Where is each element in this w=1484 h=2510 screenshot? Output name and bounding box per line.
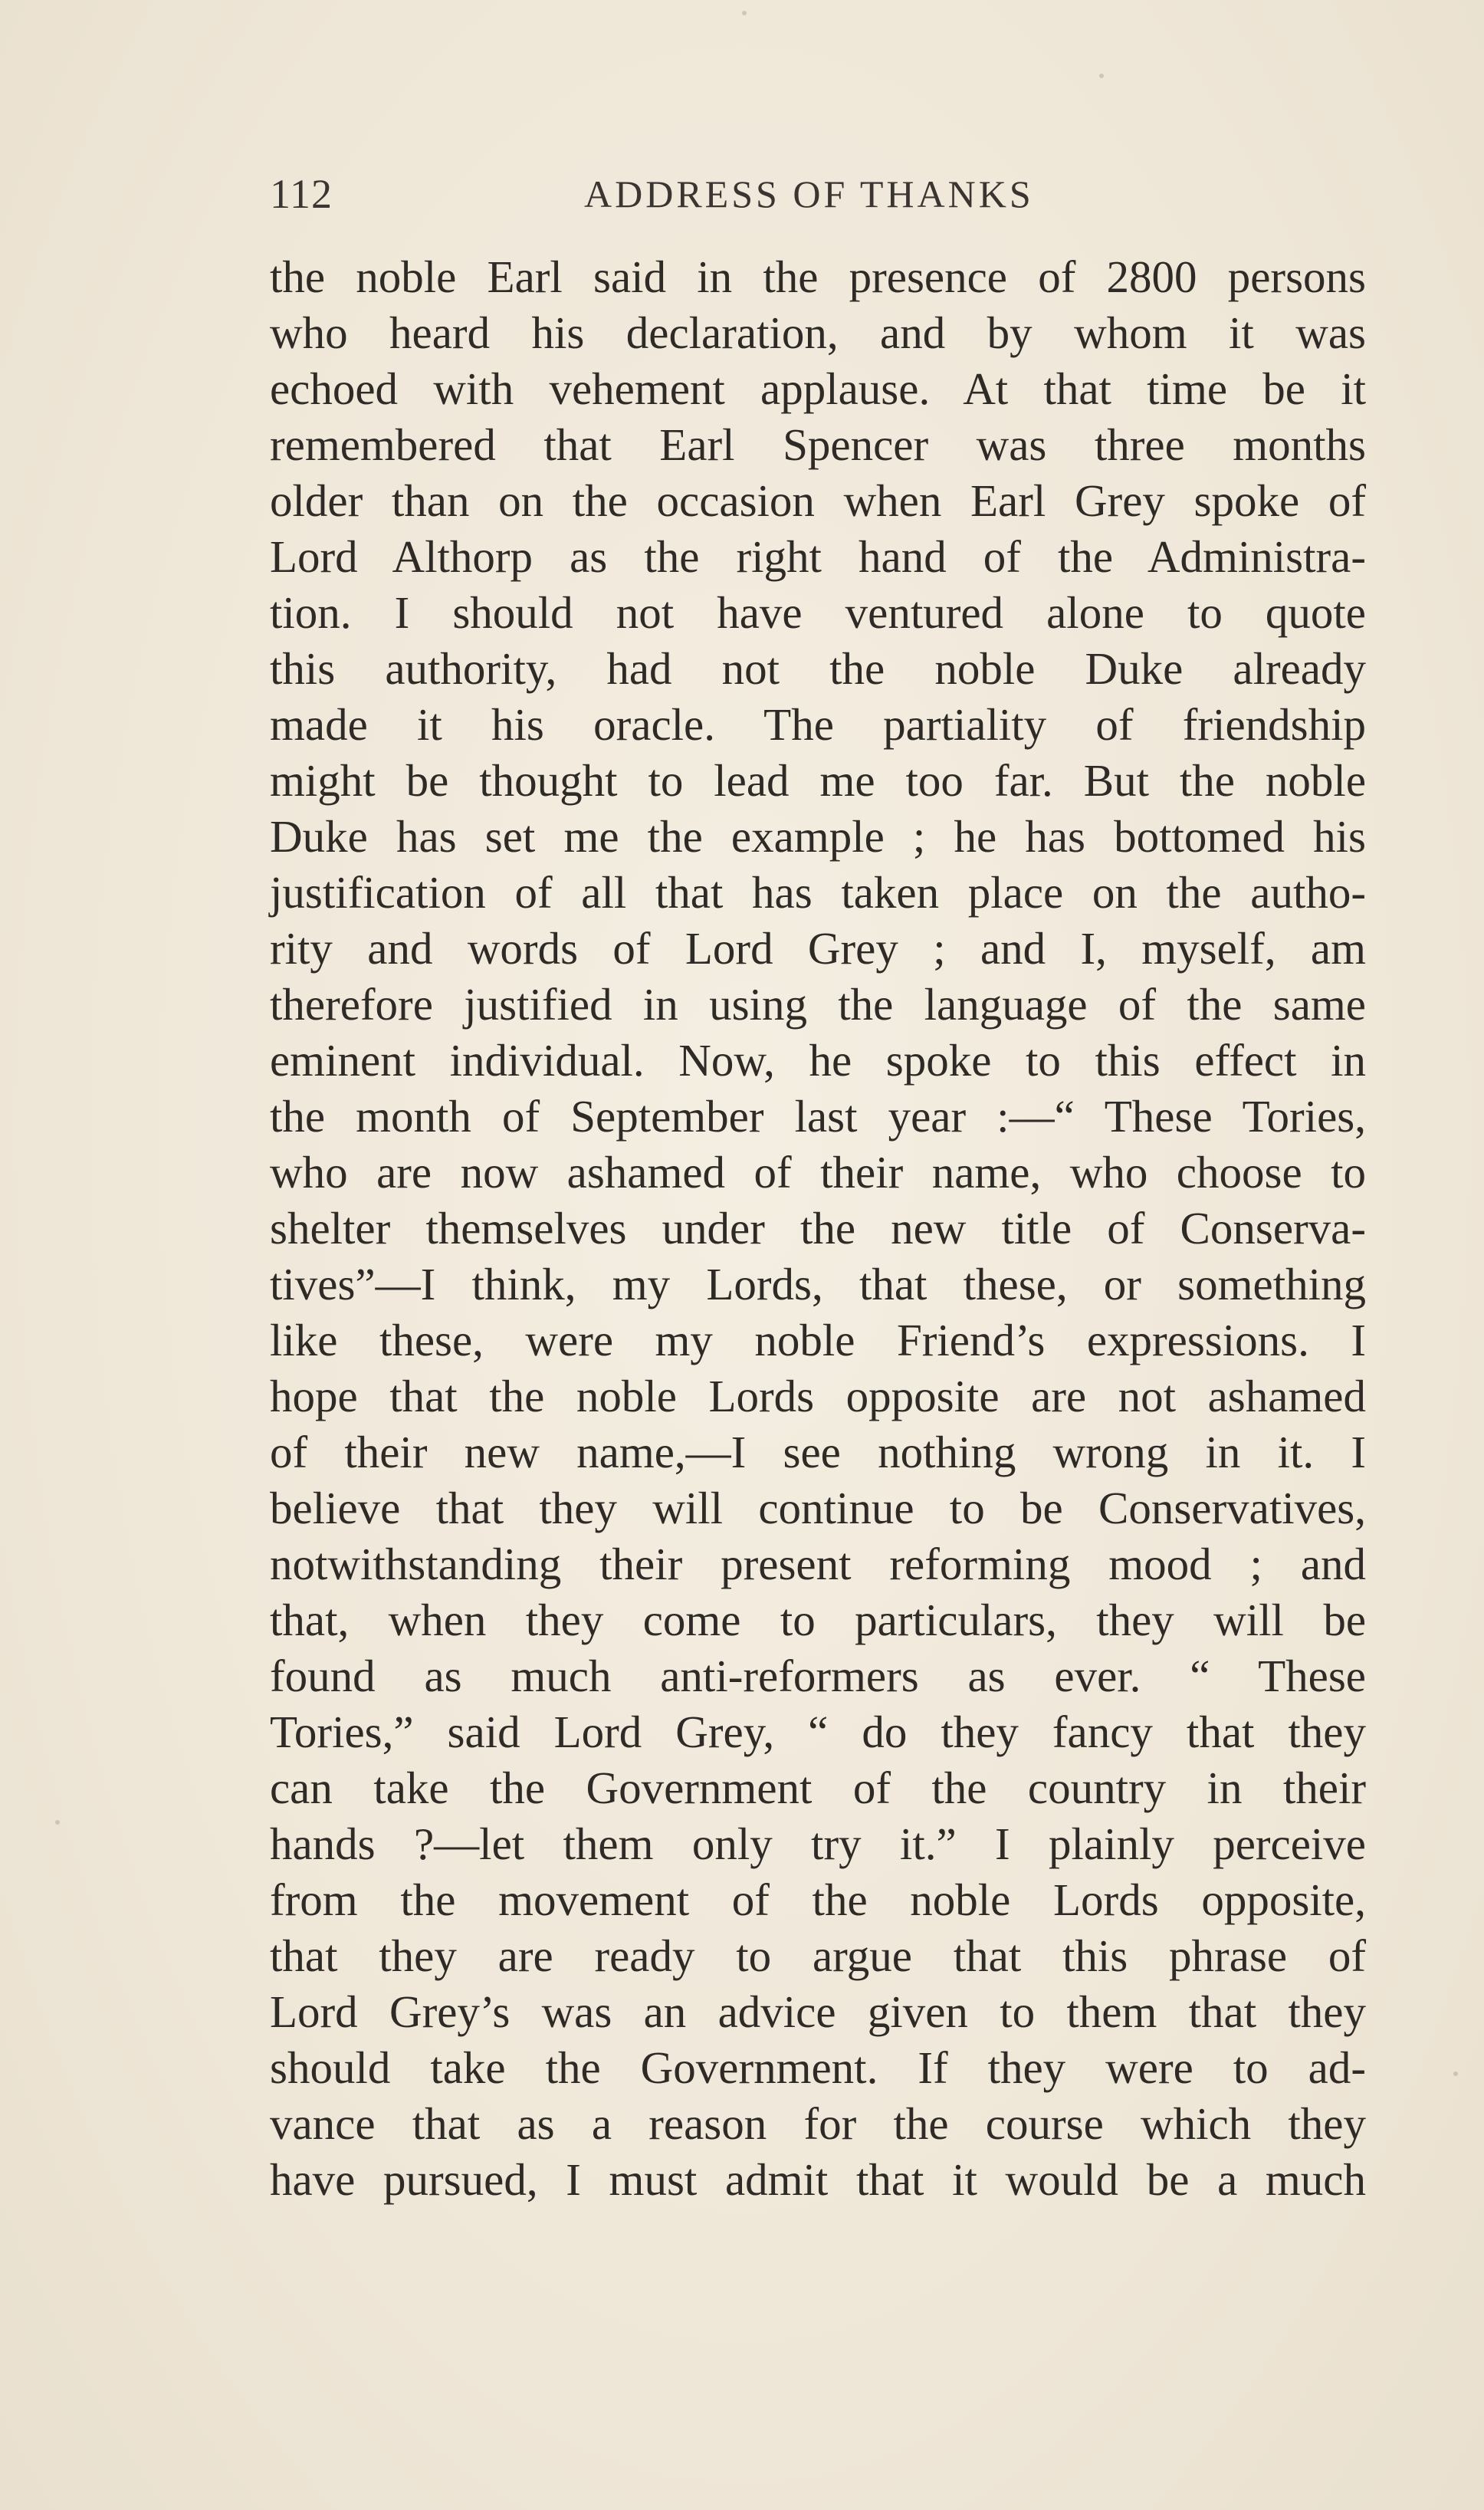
text-line: Tories,” said Lord Grey, “ do they fancy that they <box>270 1707 1366 1757</box>
text-line: have pursued, I must admit that it would be a much <box>270 2154 1366 2205</box>
text-line: echoed with vehement applause. At that time be it <box>270 363 1366 414</box>
running-head: ADDRESS OF THANKS <box>584 172 1034 215</box>
text-line: might be thought to lead me too far. But the noble <box>270 755 1366 806</box>
text-line: Duke has set me the example ; he has bottomed his <box>270 811 1366 862</box>
text-line: that they are ready to argue that this phrase of <box>270 1930 1366 1981</box>
text-line: of their new name,—I see nothing wrong in it. I <box>270 1427 1366 1477</box>
text-line: therefore justified in using the language of the same <box>270 979 1366 1030</box>
text-line: notwithstanding their present reforming mood ; and <box>270 1539 1366 1589</box>
text-line: Lord Althorp as the right hand of the Administra- <box>270 531 1366 582</box>
paper-speck <box>1099 74 1104 78</box>
text-line: should take the Government. If they were to ad- <box>270 2042 1366 2093</box>
text-line: vance that as a reason for the course which they <box>270 2098 1366 2149</box>
paper-speck <box>55 1820 60 1825</box>
text-line: justification of all that has taken place on the autho- <box>270 867 1366 918</box>
paper-speck <box>1453 2071 1458 2076</box>
text-line: from the movement of the noble Lords opposite, <box>270 1874 1366 1925</box>
page-header <box>270 167 1366 221</box>
text-line: this authority, had not the noble Duke already <box>270 643 1366 694</box>
text-line: who are now ashamed of their name, who choose to <box>270 1147 1366 1198</box>
text-line: can take the Government of the country in their <box>270 1763 1366 1813</box>
text-line: like these, were my noble Friend’s expressions. I <box>270 1315 1366 1365</box>
text-line: Lord Grey’s was an advice given to them that they <box>270 1986 1366 2037</box>
text-line: who heard his declaration, and by whom it was <box>270 307 1366 358</box>
text-line: the noble Earl said in the presence of 2800 persons <box>270 251 1366 302</box>
paper-speck <box>742 11 747 15</box>
text-line: eminent individual. Now, he spoke to this effect in <box>270 1035 1366 1086</box>
text-line: found as much anti-reformers as ever. “ These <box>270 1651 1366 1701</box>
text-line: tion. I should not have ventured alone to quote <box>270 587 1366 638</box>
text-line: the month of September last year :—“ These Tories, <box>270 1091 1366 1142</box>
text-line: believe that they will continue to be Conservatives, <box>270 1483 1366 1533</box>
page-number: 112 <box>270 171 333 217</box>
text-line: made it his oracle. The partiality of friendship <box>270 699 1366 750</box>
text-line: that, when they come to particulars, they will be <box>270 1595 1366 1645</box>
body-text <box>270 249 1366 2208</box>
text-line: older than on the occasion when Earl Grey spoke of <box>270 475 1366 526</box>
text-line: tives”—I think, my Lords, that these, or something <box>270 1259 1366 1309</box>
text-line: hope that the noble Lords opposite are not ashamed <box>270 1371 1366 1421</box>
text-line: hands ?—let them only try it.” I plainly perceive <box>270 1818 1366 1869</box>
text-line: shelter themselves under the new title of Conserva- <box>270 1203 1366 1253</box>
text-line: remembered that Earl Spencer was three months <box>270 419 1366 470</box>
text-line: rity and words of Lord Grey ; and I, myself, am <box>270 923 1366 974</box>
